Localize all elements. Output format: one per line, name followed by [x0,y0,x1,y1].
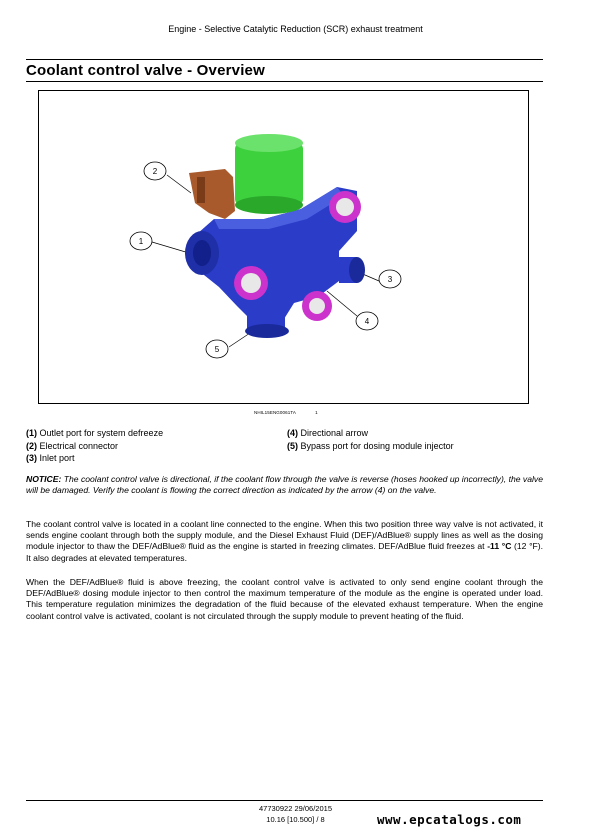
callout-5-label: 5 [214,345,220,354]
callout-1-label: 1 [138,237,144,246]
electrical-connector [189,169,235,219]
solenoid-coil [235,134,303,214]
legend-column-right [287,427,454,452]
figure-id-number: 1 [315,410,318,415]
callout-5 [206,340,228,358]
callout-3 [379,270,401,288]
callout-2-label: 2 [152,167,158,176]
paragraph-operation: When the DEF/AdBlue® fluid is above freezing, the coolant control valve is activated to only send engine coolant through the DEF/AdBlue® dosing module injector to then control the maximum temperature of the module as the engine is operated under load. This temperature regulation minimizes the degradation of the fluid because of the elevated exhaust temperature. When the engine coolant control valve is activated, coolant is not circulated through the supply module to prevent heating of the fluid. [26,577,543,621]
callout-3-label: 3 [387,275,393,284]
header-rule [26,59,543,60]
page-header: Engine - Selective Catalytic Reduction (SCR) exhaust treatment [168,24,423,34]
footer-rule [26,800,543,801]
notice-paragraph [26,474,543,496]
legend-item: (4) Directional arrow [287,428,369,438]
figure-id [254,410,318,415]
brand-watermark: www.epcatalogs.com [377,812,522,827]
notice-text: The coolant control valve is directional, if the coolant flow through the valve is reverse (hoses hooked up incorrectly), the valve will be damaged. Verify the coolant is flowing the correct direction as indicated by the arrow (4) on the valve. [26,474,543,496]
legend-column-left [26,427,163,465]
figure-id-code: NHIL15ENG0061TA [254,410,296,415]
legend-item: (2) Electrical connector [26,440,119,451]
title-rule [26,81,543,82]
section-title: Coolant control valve - Overview [26,62,265,79]
callout-4 [356,312,378,330]
callout-2 [144,162,166,180]
callout-4-label: 4 [364,317,370,326]
footer-doc-id: 47730922 29/06/2015 [259,804,332,813]
valve-illustration [39,91,528,403]
footer-page-number: 10.16 [10.500] / 8 [266,815,325,824]
legend-item: (3) Inlet port [26,453,75,463]
legend-item: (5) Bypass port for dosing module injector [287,440,454,451]
notice-label: NOTICE: [26,474,62,484]
freeze-temperature: -11 °C [487,541,512,552]
legend-item: (1) Outlet port for system defreeze [26,428,164,438]
callout-1 [130,232,152,250]
figure-frame [38,90,529,404]
paragraph-location: The coolant control valve is located in a coolant line connected to the engine. When this two position three way valve is not activated, it sends engine coolant through both the supply module, and the Diesel Exhaust Fluid (DEF)/AdBlue® supply lines as well as the dosing module injector to thaw the DEF/AdBlue® fluid as the engine is started in freezing climates. DEF/AdBlue fluid freezes at -11 °C (12 °F). It also degrades at elevated temperatures. [26,519,544,563]
